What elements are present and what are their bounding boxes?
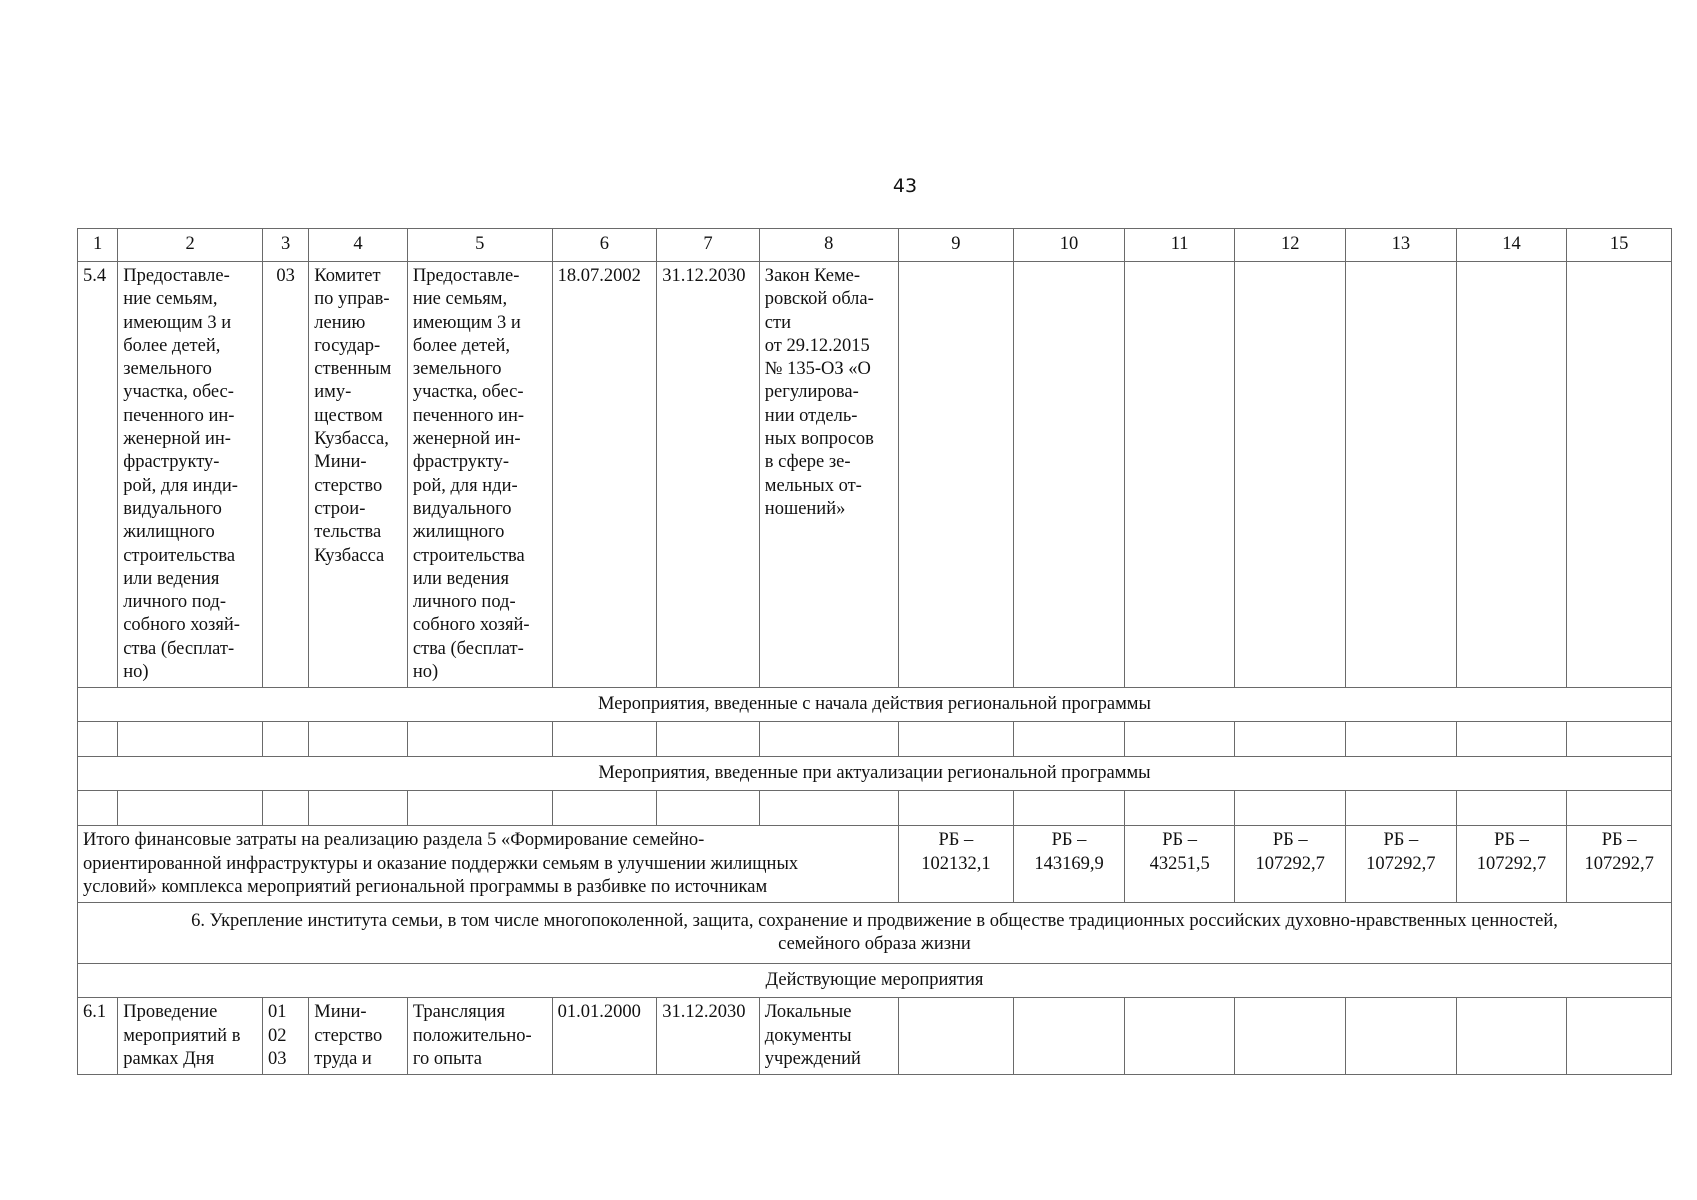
empty-cell xyxy=(1346,722,1457,757)
totals-value: РБ – 107292,7 xyxy=(1567,826,1672,903)
empty-cell xyxy=(1124,791,1235,826)
empty-cell xyxy=(407,791,552,826)
totals-value: РБ – 107292,7 xyxy=(1235,826,1346,903)
empty-cell xyxy=(1124,722,1235,757)
empty-cell xyxy=(1346,791,1457,826)
finance-cell xyxy=(1124,262,1235,688)
finance-cell xyxy=(1014,262,1125,688)
finance-cell xyxy=(898,998,1014,1075)
empty-cell xyxy=(118,722,263,757)
empty-cell xyxy=(1235,722,1346,757)
measure-name: Предоставле- ние семьям, имеющим 3 и более детей, земельного участка, обес- печенного ин- женерной ин- фраструкту- рой, для инди- видуального жилищного строительства или ведения личного под- собного хозяй- ства (бесплат- но) xyxy=(118,262,263,688)
measure-end-date: 31.12.2030 xyxy=(657,262,760,688)
measure-start-date: 01.01.2000 xyxy=(552,998,657,1075)
empty-cell xyxy=(759,722,898,757)
finance-cell xyxy=(1124,998,1235,1075)
empty-cell xyxy=(898,722,1014,757)
finance-cell xyxy=(1235,262,1346,688)
empty-cell xyxy=(898,791,1014,826)
finance-cell xyxy=(1567,262,1672,688)
empty-cell xyxy=(263,791,309,826)
program-table xyxy=(77,228,1672,1075)
finance-cell xyxy=(1346,998,1457,1075)
empty-cell xyxy=(759,791,898,826)
empty-cell xyxy=(1456,722,1567,757)
row-number: 5.4 xyxy=(78,262,118,688)
section-row-new-update xyxy=(78,757,1672,791)
header-cell: 6 xyxy=(552,229,657,262)
header-cell: 7 xyxy=(657,229,760,262)
empty-cell xyxy=(1014,791,1125,826)
header-cell: 4 xyxy=(309,229,408,262)
section-row-6 xyxy=(78,903,1672,964)
header-cell: 2 xyxy=(118,229,263,262)
empty-cell xyxy=(1235,791,1346,826)
finance-cell xyxy=(1235,998,1346,1075)
section-row-current xyxy=(78,964,1672,998)
measure-basis: Закон Кеме- ровской обла- сти от 29.12.2015 № 135-ОЗ «О регулирова- нии отдель- ных вопросов в сфере зе- мельных от- ношений» xyxy=(759,262,898,688)
totals-value: РБ – 102132,1 xyxy=(898,826,1014,903)
header-row xyxy=(78,229,1672,262)
header-cell: 11 xyxy=(1124,229,1235,262)
measure-result: Предоставле- ние семьям, имеющим 3 и более детей, земельного участка, обес- печенного ин- женерной ин- фраструкту- рой, для нди- видуального жилищного строительства или ведения личного под- собного хозяй- ства (бесплат- но) xyxy=(407,262,552,688)
measure-executor: Мини- стерство труда и xyxy=(309,998,408,1075)
table-row-5-4 xyxy=(78,262,1672,688)
header-cell: 15 xyxy=(1567,229,1672,262)
finance-cell xyxy=(1456,262,1567,688)
totals-value: РБ – 143169,9 xyxy=(1014,826,1125,903)
empty-cell xyxy=(1567,791,1672,826)
empty-cell xyxy=(309,722,408,757)
finance-cell xyxy=(1014,998,1125,1075)
totals-row xyxy=(78,826,1672,903)
empty-cell xyxy=(309,791,408,826)
empty-cell xyxy=(657,722,760,757)
empty-cell xyxy=(1567,722,1672,757)
section-title: Мероприятия, введенные с начала действия региональной программы xyxy=(78,688,1672,722)
empty-cell xyxy=(78,791,118,826)
header-cell: 12 xyxy=(1235,229,1346,262)
finance-cell xyxy=(1456,998,1567,1075)
header-cell: 8 xyxy=(759,229,898,262)
totals-value: РБ – 43251,5 xyxy=(1124,826,1235,903)
header-cell: 14 xyxy=(1456,229,1567,262)
header-cell: 13 xyxy=(1346,229,1457,262)
page-number: 43 xyxy=(892,175,918,197)
empty-cell xyxy=(78,722,118,757)
section-row-new-start xyxy=(78,688,1672,722)
totals-value: РБ – 107292,7 xyxy=(1346,826,1457,903)
header-cell: 1 xyxy=(78,229,118,262)
empty-cell xyxy=(118,791,263,826)
finance-cell xyxy=(898,262,1014,688)
empty-cell xyxy=(552,722,657,757)
row-number: 6.1 xyxy=(78,998,118,1075)
totals-value: РБ – 107292,7 xyxy=(1456,826,1567,903)
header-cell: 3 xyxy=(263,229,309,262)
finance-cell xyxy=(1567,998,1672,1075)
empty-cell xyxy=(1014,722,1125,757)
measure-end-date: 31.12.2030 xyxy=(657,998,760,1075)
empty-cell xyxy=(552,791,657,826)
measure-code: 01 02 03 xyxy=(263,998,309,1075)
section-title: Мероприятия, введенные при актуализации региональной программы xyxy=(78,757,1672,791)
measure-code: 03 xyxy=(263,262,309,688)
measure-result: Трансляция положительно- го опыта xyxy=(407,998,552,1075)
totals-label: Итого финансовые затраты на реализацию раздела 5 «Формирование семейно- ориентированной инфраструктуры и оказание поддержки семьям в улучшении жилищных условий» комплекса мероприятий региональной программы в разбивке по источникам xyxy=(78,826,899,903)
measure-executor: Комитет по управ- лению государ- ственным иму- ществом Кузбасса, Мини- стерство строи- тельства Кузбасса xyxy=(309,262,408,688)
header-cell: 9 xyxy=(898,229,1014,262)
empty-cell xyxy=(657,791,760,826)
empty-row xyxy=(78,722,1672,757)
empty-row xyxy=(78,791,1672,826)
section-6-title: 6. Укрепление института семьи, в том числе многопоколенной, защита, сохранение и продвижение в обществе традиционных российских духовно-нравственных ценностей, семейного образа жизни xyxy=(78,903,1672,964)
section-title: Действующие мероприятия xyxy=(78,964,1672,998)
table-row-6-1 xyxy=(78,998,1672,1075)
header-cell: 10 xyxy=(1014,229,1125,262)
measure-start-date: 18.07.2002 xyxy=(552,262,657,688)
measure-name: Проведение мероприятий в рамках Дня xyxy=(118,998,263,1075)
header-cell: 5 xyxy=(407,229,552,262)
finance-cell xyxy=(1346,262,1457,688)
empty-cell xyxy=(407,722,552,757)
measure-basis: Локальные документы учреждений xyxy=(759,998,898,1075)
empty-cell xyxy=(1456,791,1567,826)
empty-cell xyxy=(263,722,309,757)
